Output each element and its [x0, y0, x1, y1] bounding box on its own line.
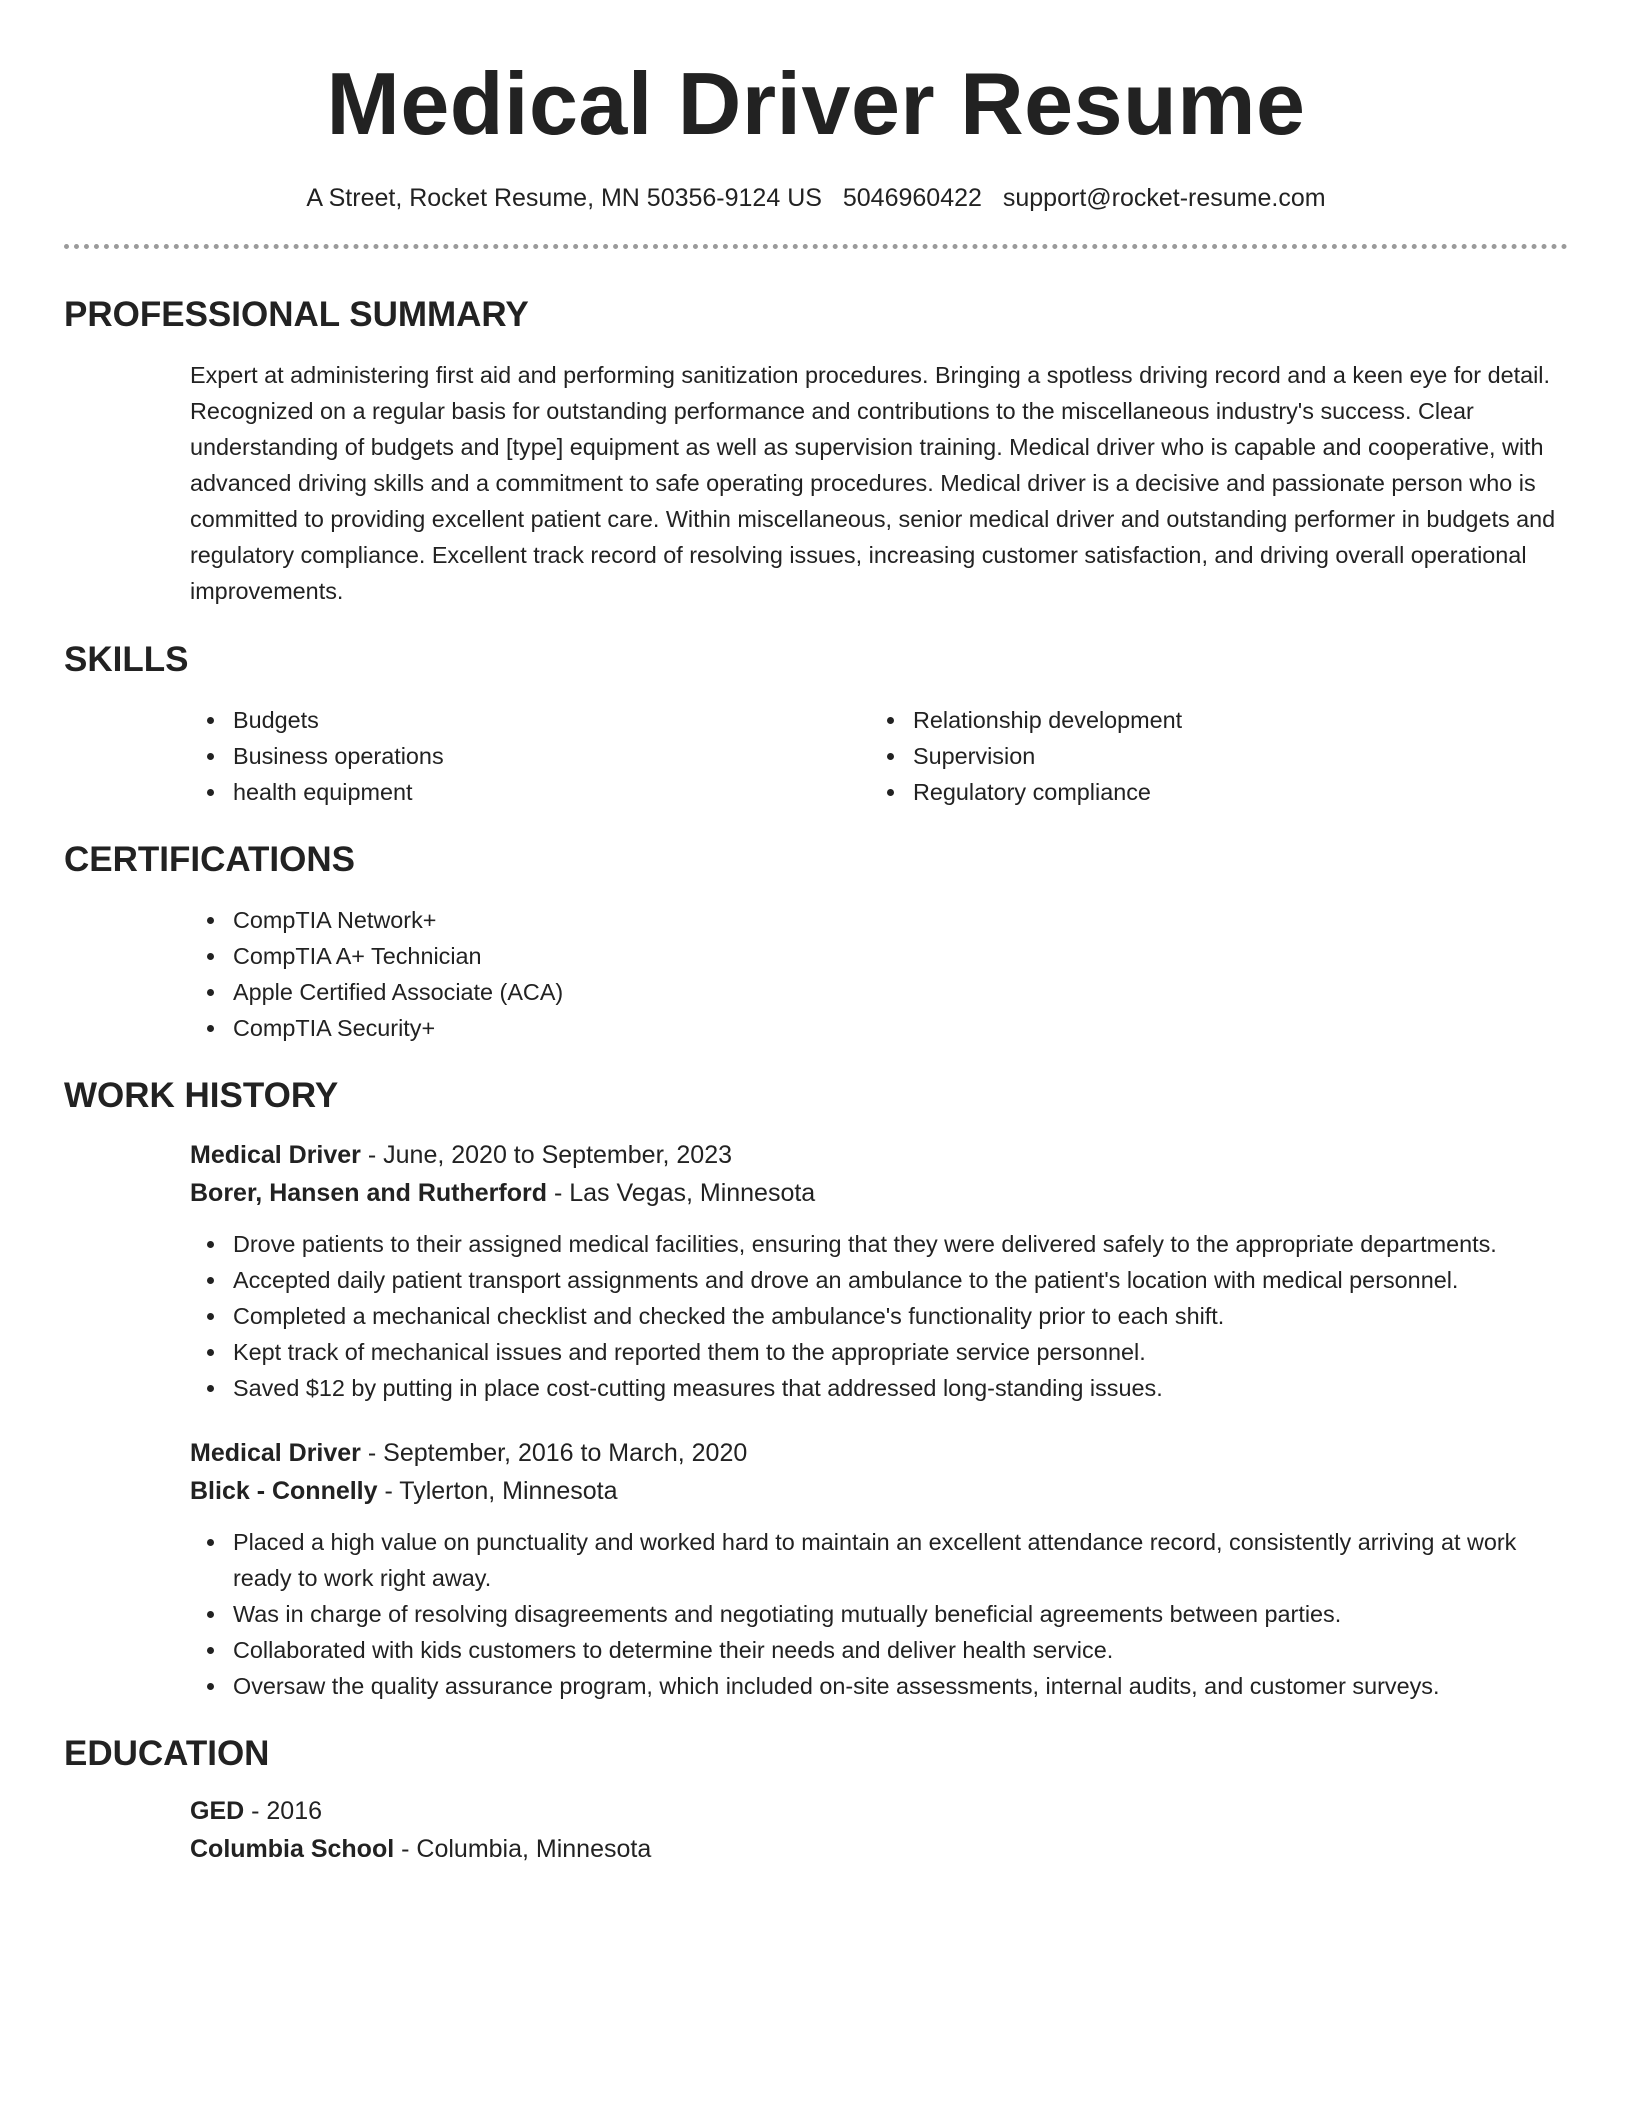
skill-item: Regulatory compliance [870, 774, 1550, 810]
job-duty-item: Accepted daily patient transport assignments and drove an ambulance to the patient's location with medical personnel. [190, 1262, 1568, 1298]
job-duty-item: Completed a mechanical checklist and checked the ambulance's functionality prior to each shift. [190, 1298, 1568, 1334]
skill-item: health equipment [190, 774, 870, 810]
summary-text: Expert at administering first aid and performing sanitization procedures. Bringing a spotless driving record and a keen eye for detail. Recognized on a regular basis for outstanding performance and contributions to the miscellaneous industry's success. Clear understanding of budgets and [type] equipment as well as supervision training. Medical driver who is capable and cooperative, with advanced driving skills and a commitment to safe operating procedures. Medical driver is a decisive and passionate person who is committed to providing excellent patient care. Within miscellaneous, senior medical driver and outstanding performer in budgets and regulatory compliance. Excellent track record of resolving issues, increasing customer satisfaction, and driving overall operational improvements. [190, 362, 1556, 604]
contact-phone: 5046960422 [842, 184, 982, 212]
summary-section [64, 357, 1568, 609]
skill-item: Supervision [870, 738, 1550, 774]
job-duties-list [190, 1226, 1568, 1406]
job-duty-item: Was in charge of resolving disagreements and negotiating mutually beneficial agreements between parties. [190, 1596, 1568, 1632]
certification-item: Apple Certified Associate (ACA) [190, 974, 1568, 1010]
education-location: - Columbia, Minnesota [394, 1835, 652, 1863]
education-degree: GED [190, 1797, 245, 1825]
job-company-line [190, 1174, 1568, 1212]
education-degree-line [190, 1792, 1568, 1830]
skill-item: Relationship development [870, 702, 1550, 738]
resume-page [64, 0, 1568, 2112]
certification-item: CompTIA Security+ [190, 1010, 1568, 1046]
contact-line [64, 182, 1568, 214]
skills-list [64, 702, 1568, 810]
skills-column-right [870, 702, 1550, 810]
job-location: - Las Vegas, Minnesota [547, 1179, 816, 1207]
skills-heading: SKILLS [64, 640, 189, 679]
certifications-list [190, 902, 1568, 1046]
work-history-heading: WORK HISTORY [64, 1076, 339, 1115]
job-entry [64, 1434, 1568, 1704]
skills-column-left [190, 702, 870, 810]
education-year: - 2016 [244, 1797, 323, 1825]
education-heading: EDUCATION [64, 1734, 270, 1773]
job-role: Medical Driver [190, 1439, 361, 1467]
certification-item: CompTIA Network+ [190, 902, 1568, 938]
contact-email: support@rocket-resume.com [1002, 184, 1326, 212]
header-divider [64, 244, 1568, 249]
job-company-line [190, 1472, 1568, 1510]
job-duty-item: Oversaw the quality assurance program, which included on-site assessments, internal audits, and customer surveys. [190, 1668, 1568, 1704]
job-location: - Tylerton, Minnesota [377, 1477, 618, 1505]
job-entry [64, 1136, 1568, 1406]
certifications-heading: CERTIFICATIONS [64, 840, 356, 879]
job-company: Blick - Connelly [190, 1477, 378, 1505]
job-dates: - September, 2016 to March, 2020 [360, 1439, 748, 1467]
job-duty-item: Kept track of mechanical issues and reported them to the appropriate service personnel. [190, 1334, 1568, 1370]
job-duty-item: Saved $12 by putting in place cost-cutting measures that addressed long-standing issues. [190, 1370, 1568, 1406]
certification-item: CompTIA A+ Technician [190, 938, 1568, 974]
job-dates: - June, 2020 to September, 2023 [360, 1141, 733, 1169]
education-entry [64, 1792, 1568, 1868]
job-title-line [190, 1136, 1568, 1174]
job-duties-list [190, 1524, 1568, 1704]
job-title-line [190, 1434, 1568, 1472]
resume-title: Medical Driver Resume [326, 54, 1306, 153]
certifications-section [64, 902, 1568, 1046]
education-school-line [190, 1830, 1568, 1868]
job-duty-item: Collaborated with kids customers to determine their needs and deliver health service. [190, 1632, 1568, 1668]
contact-address: A Street, Rocket Resume, MN 50356-9124 US [306, 184, 822, 212]
summary-heading: PROFESSIONAL SUMMARY [64, 295, 529, 334]
job-company: Borer, Hansen and Rutherford [190, 1179, 547, 1207]
job-duty-item: Drove patients to their assigned medical facilities, ensuring that they were delivered safely to the appropriate departments. [190, 1226, 1568, 1262]
job-duty-item: Placed a high value on punctuality and worked hard to maintain an excellent attendance record, consistently arriving at work ready to work right away. [190, 1524, 1568, 1596]
skill-item: Business operations [190, 738, 870, 774]
skill-item: Budgets [190, 702, 870, 738]
education-school: Columbia School [190, 1835, 395, 1863]
job-role: Medical Driver [190, 1141, 361, 1169]
